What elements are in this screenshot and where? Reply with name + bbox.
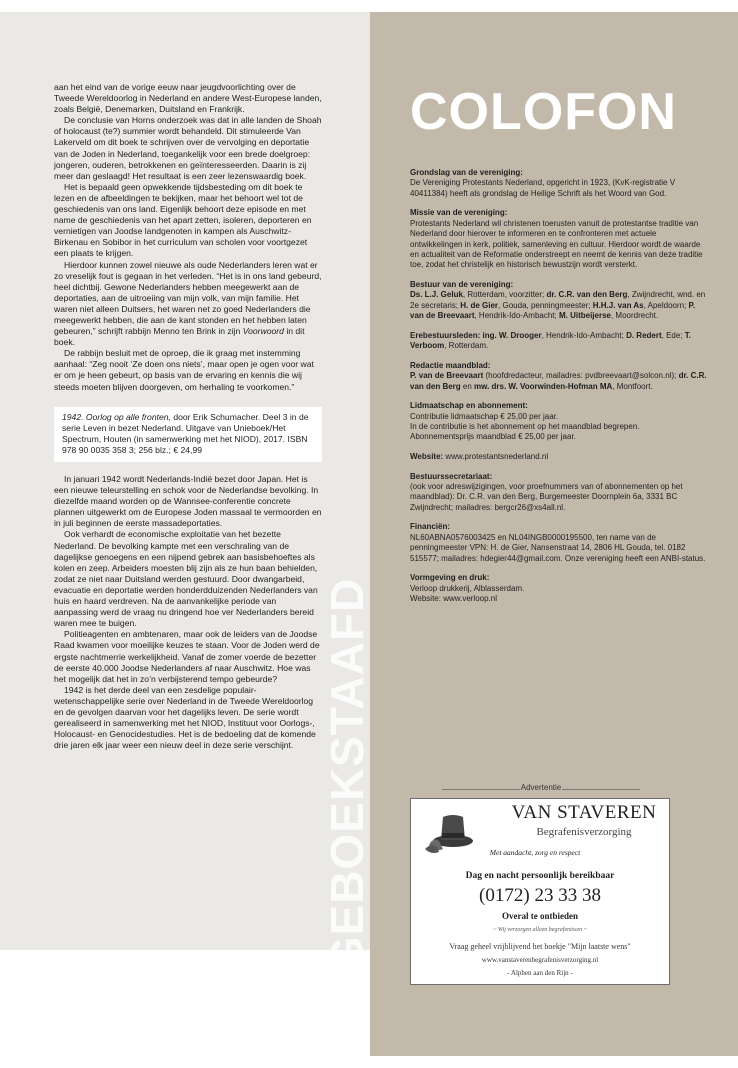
advert-availability: Dag en nacht persoonlijk bereikbaar [465,871,615,881]
paragraph: 1942 is het derde deel van een zesdelige populair-wetenschappelijke serie over Nederland in de Tweede Wereldoorlog en de gevolgen daarvan voor het dagelijks leven. De serie wordt gerealiseerd in samenwerking met het NIOD, Instituut voor Oorlogs-, Holocaust- en Genocidestudies. Het is de bedoeling dat de komende drie jaren elk jaar weer een nieuw deel in deze serie verschijnt. [54,684,316,751]
website-link[interactable]: www.protestantsnederland.nl [443,452,549,462]
advert-location: - Alphen aan den Rijn - [507,969,573,977]
advert-label: Advertentie [410,783,672,795]
paragraph: In januari 1942 wordt Nederlands-Indië bezet door Japan. Het is een nieuwe teleurstelling en schok voor de Nederlandse bevolking. In diezelfde maand worden op de Wannsee-conferentie concrete plannen uitgewerkt om de Europese Joden massaal te vermoorden en in juli beginnen de eerste massadeportaties. [54,474,322,529]
section-website: Website: www.protestantsnederland.nl [410,452,549,462]
section-erebestuur: Erebestuursleden: ing. W. Drooger, Hendrik-Ido-Ambacht; D. Redert, Ede; T. Verboom, Rotterdam. [410,330,691,351]
colofon-title: COLOFON [410,83,677,141]
advertisement [410,798,670,985]
advert-tagline: Met aandacht, zorg en respect [489,848,581,857]
section-lidmaatschap: Lidmaatschap en abonnement: Contributie lidmaatschap € 25,00 per jaar. In de contributie is het abonnement op het maandblad begrepen. Abonnementsprijs maandblad € 25,00 per jaar. [410,401,640,442]
colofon-body [410,168,710,614]
advert-company-name: VAN STAVEREN [511,802,657,823]
advert-subtitle: Begrafenisverzorging [536,826,632,838]
paragraph: Hierdoor kunnen zowel nieuwe als oude Nederlanders leren wat er zo vreselijk fout is gegaan in het verleden. “Het is in ons land gebeurd, heel dichtbij. Gewone Nederlanders hebben meegewerkt aan de deportaties, aan de uitroeiing van mijn volk, van mijn familie. Het waren niet alleen Duitsers, het waren net zo goed Nederlanders die meegewerkt hebben, die aan de kant stonden en het hebben laten gebeuren,” schrijft rabbijn Menno ten Brink in zijn Voorwoord in dit boek. [54,259,322,348]
paragraph: Het is bepaald geen opwekkende tijdsbesteding om dit boek te lezen en de afbeeldingen te bekijken, maar het behoort wel tot de geschiedenis van ons land. Eigenlijk behoort deze episode en met name de geschiedenis van het apart zetten, isoleren, deporteren en vernietigen van Joodse landgenoten in kampen als Auschwitz-Birkenau en Sobibor in het curriculum van scholen voor voortgezet een plaats te krijgen. [54,181,312,259]
section-bestuur: Bestuur van de vereniging: Ds. L.J. Geluk, Rotterdam, voorzitter; dr. C.R. van den Berg, Zwijndrecht, wnd. en 2e secretaris; H. de Gier, Gouda, penningmeester; H.H.J. van As, Apeldoorn; P. van de Breevaart, Hendrik-Ido-Ambacht; M. Uitbeijerse, Moordrecht. [410,280,706,321]
book-info-box [54,407,322,462]
advert-overal: Overal te ontbieden [502,911,578,921]
paragraph: De rabbijn besluit met de oproep, die ik graag met instemming aanhaal: “Zeg nooit ‘Ze doen ons niets’, maar open je ogen voor wat er om je heen gebeurt, op basis van de ervaring en kennis die wij steeds moeten blijven doorgeven, om herhaling te voorkomen.” [54,348,314,392]
review-column [54,82,322,751]
advert-offer: Vraag geheel vrijblijvend het boekje "Mijn laatste wens" [449,942,631,951]
paragraph: Politieagenten en ambtenaren, maar ook de leiders van de Joodse Raad kwamen voor moeilijke keuzes te staan. Voor de Joden werd de ergste nachtmerrie werkelijkheid. Vanaf de zomer voerde de bezetter de eerste 40.000 Joodse Nederlanders af naar Auschwitz. Hoe was het mogelijk dat het in zo’n verbijsterend tempo gebeurde? [54,629,320,684]
section-vormgeving: Vormgeving en druk: Verloop drukkerij, Alblasserdam. Website: www.verloop.nl [410,573,525,604]
paragraph: De conclusie van Horns onderzoek was dat in alle landen de Shoah of holocaust (te?) summier wordt behandeld. Dit stimuleerde Van Lakerveld om dit boek te schrijven over de vervolging en deportatie van de Joden in Nederland, toegankelijk voor een brede doelgroep: jongeren, ouderen, betrokkenen en geïnteresseerden. Daarin is zij meer dan geslaagd! Het resultaat is een zeer lezenswaardig boek. [54,115,322,181]
advert-phone: (0172) 23 33 38 [479,885,601,906]
book-details: door Erik Schumacher. Deel 3 in de serie Leven in bezet Nederland. Uitgave van Unieboek/Het Spectrum, Houten (in samenwerking met het NIOD), 2017. ISBN 978 90 0035 358 3; 256 blz.; € 24,99 [62,411,309,455]
section-redactie: Redactie maandblad: P. van de Breevaart (hoofdredacteur, mailadres: pvdbreevaart@solcon.nl); dr. C.R. van den Berg en mw. drs. W. Voorwinden-Hofman MA, Montfoort. [410,360,707,391]
section-grondslag: Grondslag van de vereniging: De Vereniging Protestants Nederland, opgericht in 1923, (KvK-registratie V 40411384) heeft als grondslag de Heilige Schrift als het Woord van God. [410,168,676,198]
section-secretariaat: Bestuurssecretariaat: (ook voor adreswijzigingen, voor proefnummers van of abonnementen op het maandblad): Dr. C.R. van den Berg, Burgemeester Doornplein 6a, 3331 BC Zwijndrecht; mailadres: bergcr26@xs4all.nl. [410,471,683,512]
section-missie: Missie van de vereniging: Protestants Nederland wil christenen toerusten vanuit de protestantse traditie van Nederland door hierover te informeren en te confronteren met actuele ontwikkelingen in kerk, politiek, samenleving en cultuur. Hierdoor wordt de waarde en actualiteit van de Reformatie onderstreept en neemt de kennis van deze traditie toe, zodat het christelijk en historisch bewustzijn wordt versterkt. [410,208,703,270]
vertical-section-label: GEBOEKSTAAFD [321,577,373,973]
paragraph: aan het eind van de vorige eeuw naar jeugdvoorlichting over de Tweede Wereldoorlog in Nederland en andere West-Europese landen, zoals België, Denemarken, Duitsland en Frankrijk. [54,82,322,115]
paragraph: Ook verhardt de economische exploitatie van het bezette Nederland. De bevolking kampte met een verschraling van de dagelijkse genoegens en een nijpend gebrek aan basisbehoeftes als kolen en zeep. Arbeiders moesten blij zijn als ze hun baan behielden, zodat ze niet naar Duitsland werden gestuurd. Door dwangarbeid, evacuatie en deportatie werden honderdduizenden Nederlanders van huis en haard verdreven. Na de aanvankelijke periode van aanpassing werd de vraag nu dringend hoe ver Nederlanders bereid waren mee te buigen. [54,529,318,629]
section-financien: Financiën: NL60ABNA0576003425 en NL04INGB0000195500, ten name van de penningmeester VPN: H. de Gier, Nansenstraat 14, 2806 HL Gouda, tel. 0182 515577; mailadres: hdegier44@gmail.com. Onze vereniging heeft een ANBI-status. [410,522,706,563]
book-title: 1942. Oorlog op alle fronten, [62,411,171,422]
advert-note: ~ Wij verzorgen alleen begrafenissen ~ [493,927,587,933]
advert-website[interactable]: www.vanstaverenbegrafenisverzorging.nl [481,956,599,964]
